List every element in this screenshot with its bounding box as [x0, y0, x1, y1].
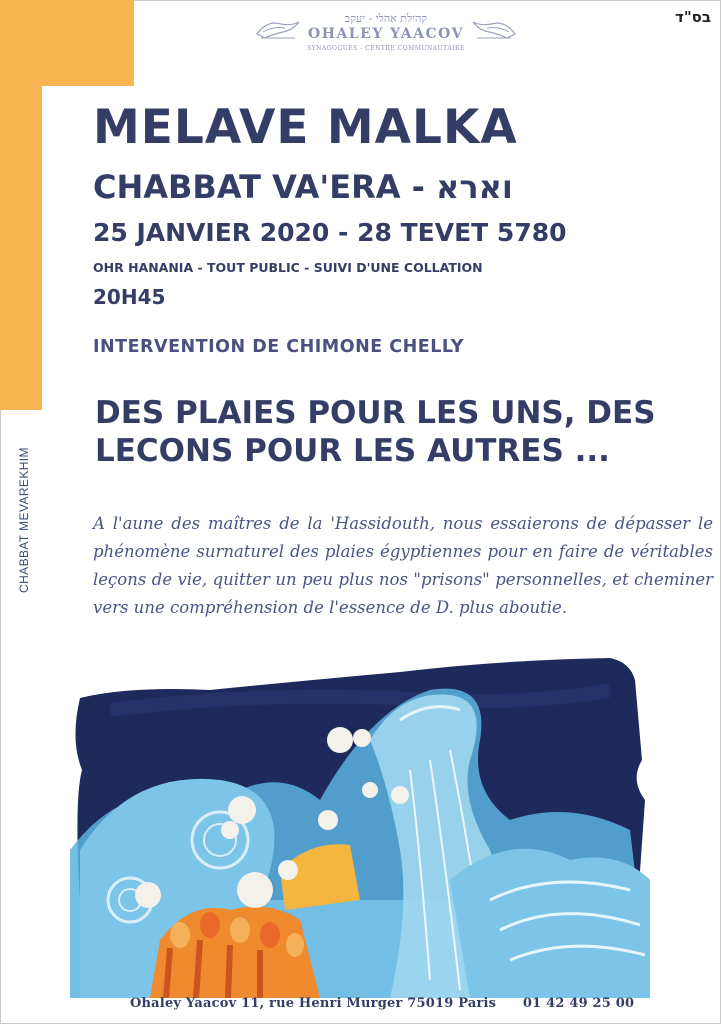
event-speaker: INTERVENTION DE CHIMONE CHELLY: [93, 337, 464, 357]
footer: [130, 996, 634, 1011]
description-paragraph: A l'aune des maîtres de la 'Hassidouth, nous essaierons de dépasser le phénomène surnaturel des plaies égyptiennes pour en faire de véritables leçons de vie, quitter un peu plus nos "prisons" personnelles, et cheminer vers une compréhension de l'essence de D. plus aboutie.: [93, 514, 713, 617]
event-time: 20H45: [93, 285, 166, 309]
headline-line-2: LECONS POUR LES AUTRES ...: [95, 433, 610, 469]
event-venue: OHR HANANIA - TOUT PUBLIC - SUIVI D'UNE COLLATION: [93, 260, 483, 275]
right-wave: [450, 849, 650, 998]
event-title: MELAVE MALKA: [93, 100, 518, 155]
footer-address: Ohaley Yaacov 11, rue Henri Murger 75019 Paris: [130, 996, 497, 1011]
event-date: 25 JANVIER 2020 - 28 TEVET 5780: [93, 218, 567, 247]
bsd-mark: בס"ד: [675, 8, 711, 26]
ohaley-yaacov-logo: [255, 12, 517, 54]
waves-illustration: [70, 650, 650, 998]
headline: [95, 394, 720, 470]
event-subtitle: CHABBAT VA'ERA - וארא: [93, 168, 513, 206]
orange-accent-left: [0, 86, 42, 410]
logo-right-ornament-icon: [471, 16, 517, 42]
logo-subtitle: SYNAGOGUES - CENTRE COMMUNAUTAIRE: [307, 45, 465, 52]
side-label: CHABBAT MEVAREKHIM: [17, 447, 31, 593]
headline-line-1: DES PLAIES POUR LES UNS, DES: [95, 395, 656, 431]
logo-name: OHALEY YAACOV: [308, 26, 464, 42]
footer-phone: 01 42 49 25 00: [522, 996, 635, 1011]
logo-hebrew-text: קהילת אהלי - יעקב: [344, 12, 428, 25]
orange-accent-top: [0, 0, 134, 86]
